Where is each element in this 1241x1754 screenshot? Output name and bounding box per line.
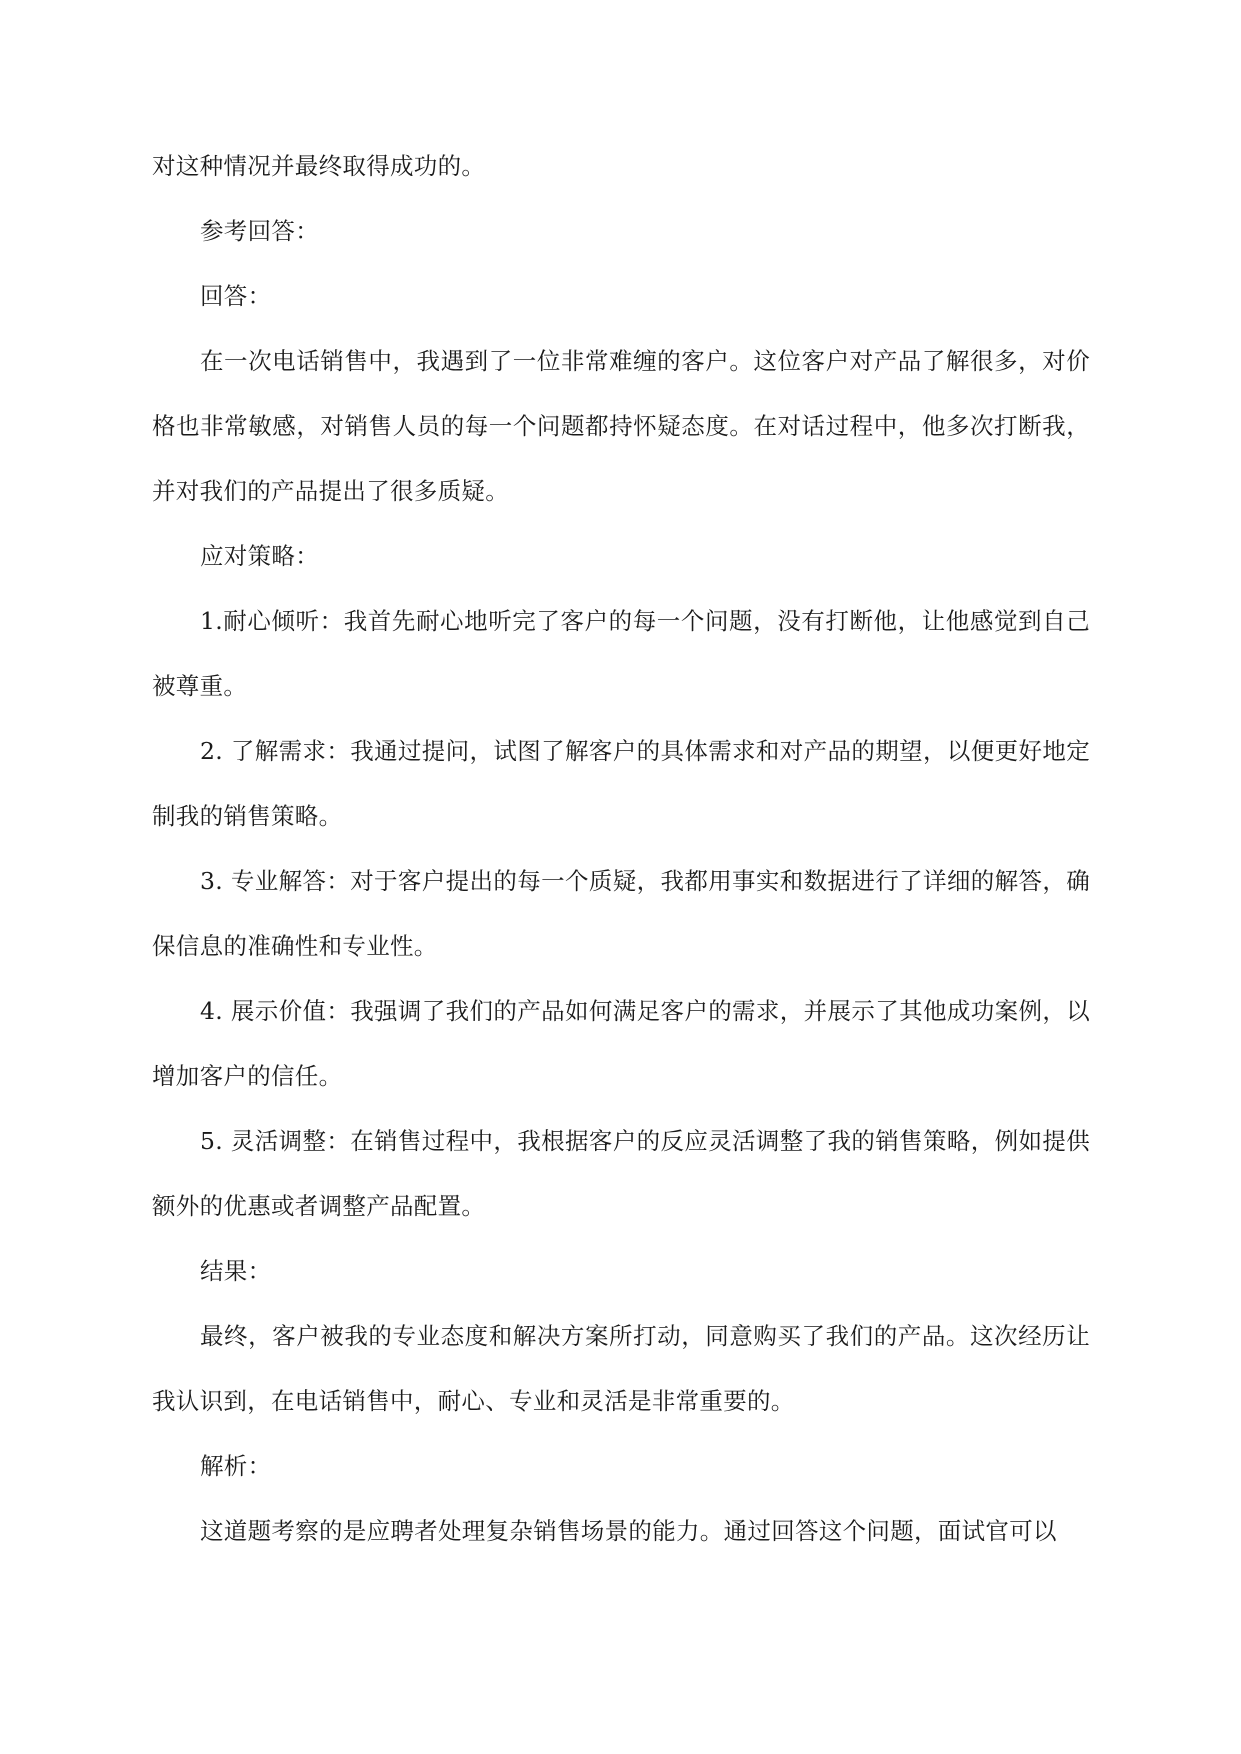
strategy-item-4: 4. 展示价值：我强调了我们的产品如何满足客户的需求，并展示了其他成功案例，以增加客户的信任。: [152, 997, 1090, 1090]
heading-strategy: 应对策略：: [200, 542, 319, 570]
paragraph-scenario: 在一次电话销售中，我遇到了一位非常难缠的客户。这位客户对产品了解很多，对价格也非常敏感，对销售人员的每一个问题都持怀疑态度。在对话过程中，他多次打断我，并对我们的产品提出了很多质疑。: [152, 347, 1090, 505]
heading-reference-answer: 参考回答：: [200, 217, 319, 245]
paragraph-analysis: 这道题考察的是应聘者处理复杂销售场景的能力。通过回答这个问题，面试官可以: [200, 1517, 1057, 1545]
heading-analysis: 解析：: [200, 1452, 272, 1480]
strategy-item-5: 5. 灵活调整：在销售过程中，我根据客户的反应灵活调整了我的销售策略，例如提供额外的优惠或者调整产品配置。: [152, 1127, 1090, 1220]
heading-answer: 回答：: [200, 282, 272, 310]
document-body: [152, 134, 1090, 1564]
heading-result: 结果：: [200, 1257, 272, 1285]
paragraph-continuation: 对这种情况并最终取得成功的。: [152, 152, 486, 180]
paragraph-result: 最终，客户被我的专业态度和解决方案所打动，同意购买了我们的产品。这次经历让我认识到，在电话销售中，耐心、专业和灵活是非常重要的。: [152, 1322, 1090, 1415]
strategy-item-2: 2. 了解需求：我通过提问，试图了解客户的具体需求和对产品的期望，以便更好地定制我的销售策略。: [152, 737, 1090, 830]
strategy-item-1: 1.耐心倾听：我首先耐心地听完了客户的每一个问题，没有打断他，让他感觉到自己被尊重。: [152, 607, 1090, 700]
strategy-item-3: 3. 专业解答：对于客户提出的每一个质疑，我都用事实和数据进行了详细的解答，确保信息的准确性和专业性。: [152, 867, 1090, 960]
